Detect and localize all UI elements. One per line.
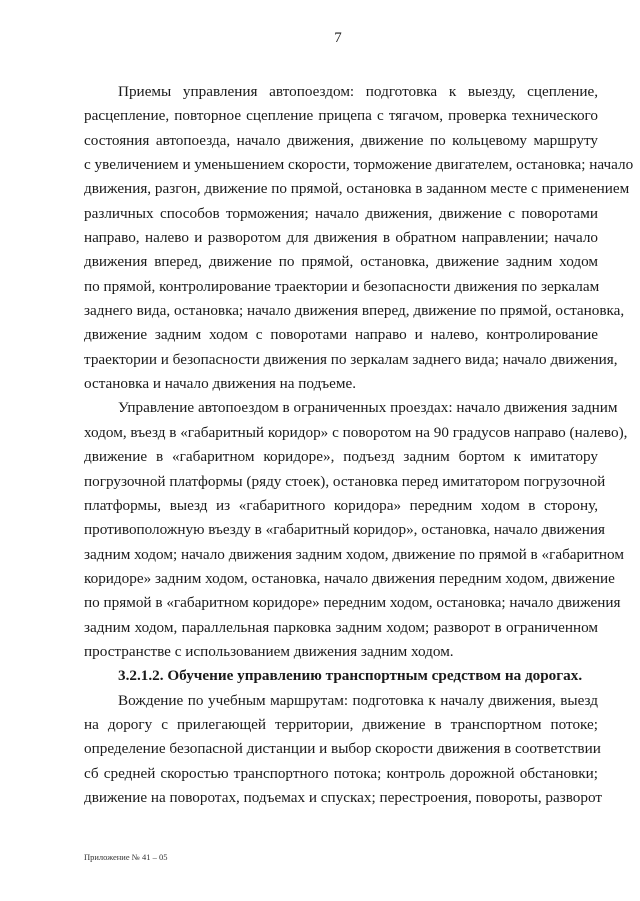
text-line: с увеличением и уменьшением скорости, торможение двигателем, остановка; начало bbox=[84, 156, 634, 174]
text-line: платформы, выезд из «габаритного коридора» передним ходом в сторону, bbox=[84, 496, 598, 514]
text-line: остановка и начало движения на подъеме. bbox=[84, 375, 357, 393]
text-line: противоположную въезду в «габаритный коридор», остановка, начало движения bbox=[84, 521, 605, 539]
text-line: движения, разгон, движение по прямой, остановка в заданном месте с применением bbox=[84, 180, 630, 198]
page-footer: Приложение № 41 – 05 bbox=[84, 852, 168, 862]
paragraph bbox=[84, 689, 603, 811]
text-line: на дорогу с прилегающей территории, движение в транспортном потоке; bbox=[84, 715, 598, 733]
page-number: 7 bbox=[334, 30, 342, 46]
text-line: Управление автопоездом в ограниченных проездах: начало движения задним bbox=[118, 399, 618, 417]
text-line: различных способов торможения; начало движения, движение с поворотами bbox=[84, 204, 598, 222]
text-line: по прямой в «габаритном коридоре» передним ходом, остановка; начало движения bbox=[84, 594, 621, 612]
section-heading bbox=[84, 664, 598, 688]
text-line: движение на поворотах, подъемах и спусках; перестроения, повороты, разворот bbox=[84, 788, 603, 806]
text-line: заднего вида, остановка; начало движения вперед, движение по прямой, остановка, bbox=[84, 302, 625, 320]
text-line: по прямой, контролирование траектории и безопасности движения по зеркалам bbox=[84, 277, 600, 295]
paragraph bbox=[84, 80, 634, 396]
text-line: Вождение по учебным маршрутам: подготовка к началу движения, выезд bbox=[118, 691, 598, 709]
text-line: движение в «габаритном коридоре», подъезд задним бортом к имитатору bbox=[84, 448, 598, 466]
text-line: задним ходом; начало движения задним ходом, движение по прямой в «габаритном bbox=[84, 545, 624, 563]
text-line: коридоре» задним ходом, остановка, начало движения передним ходом, движение bbox=[84, 569, 615, 587]
text-line: сб средней скоростью транспортного потока; контроль дорожной обстановки; bbox=[84, 764, 598, 782]
text-line: погрузочной платформы (ряду стоек), остановка перед имитатором погрузочной bbox=[84, 472, 606, 490]
text-line: состояния автопоезда, начало движения, движение по кольцевому маршруту bbox=[84, 131, 598, 149]
text-line: расцепление, повторное сцепление прицепа с тягачом, проверка технического bbox=[84, 107, 598, 125]
text-line: пространстве с использованием движения задним ходом. bbox=[84, 642, 454, 660]
text-line: движение задним ходом с поворотами направо и налево, контролирование bbox=[84, 326, 598, 344]
paragraph bbox=[84, 396, 628, 664]
document-body bbox=[84, 80, 634, 810]
text-line: траектории и безопасности движения по зеркалам заднего вида; начало движения, bbox=[84, 350, 618, 368]
text-line: ходом, въезд в «габаритный коридор» с поворотом на 90 градусов направо (налево), bbox=[84, 423, 628, 441]
text-line: задним ходом, параллельная парковка задним ходом; разворот в ограниченном bbox=[84, 618, 598, 636]
text-line: определение безопасной дистанции и выбор скорости движения в соответствии bbox=[84, 740, 601, 758]
text-line: 3.2.1.2. Обучение управлению транспортным средством на дорогах. bbox=[118, 667, 583, 685]
text-line: Приемы управления автопоездом: подготовка к выезду, сцепление, bbox=[118, 83, 598, 100]
text-line: движения вперед, движение по прямой, остановка, движение задним ходом bbox=[84, 253, 598, 271]
text-line: направо, налево и разворотом для движения в обратном направлении; начало bbox=[84, 229, 598, 247]
